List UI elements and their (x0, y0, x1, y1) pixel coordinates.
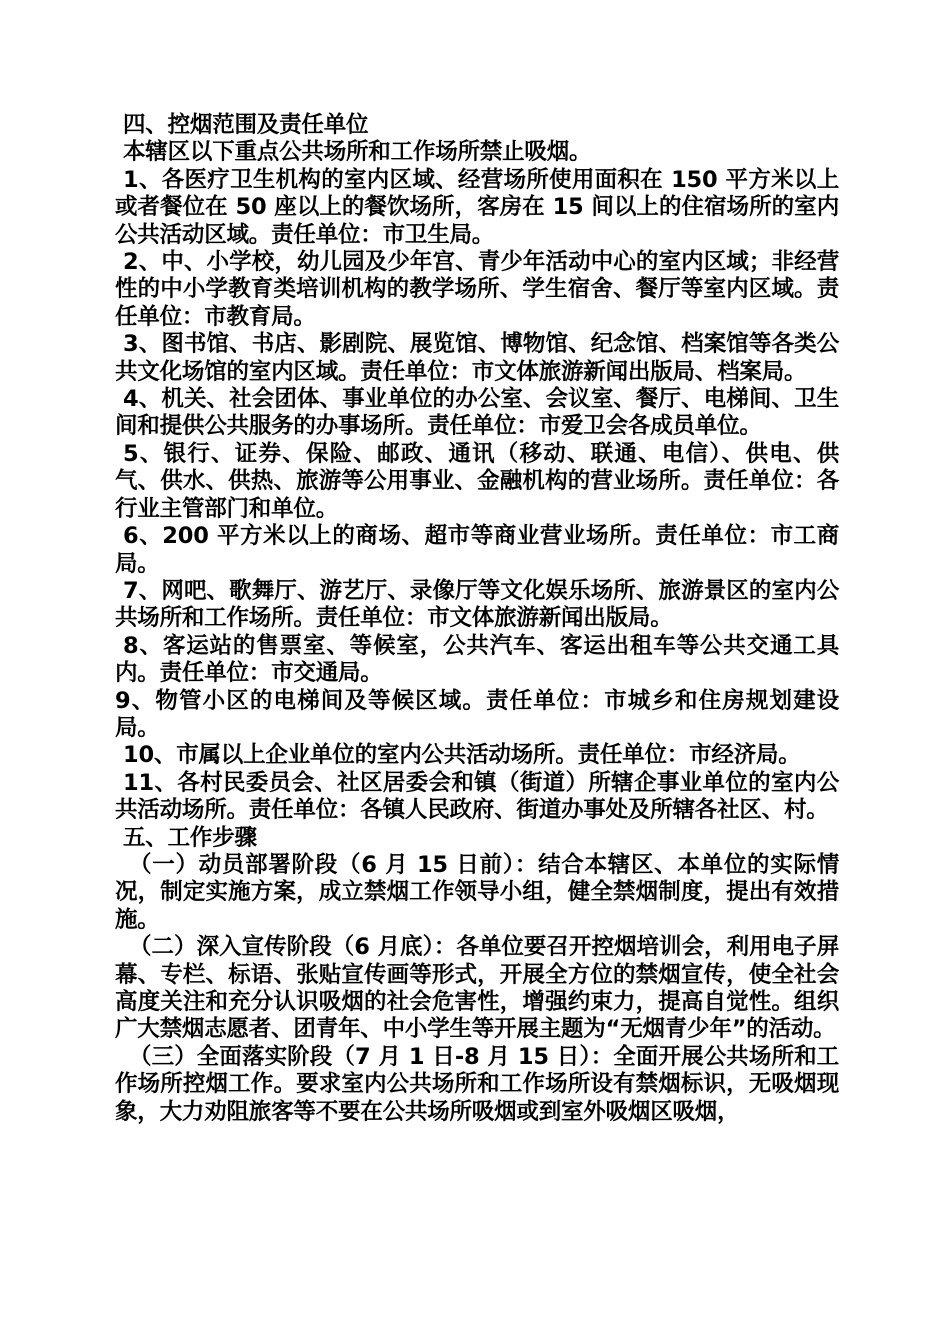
step-1: （一）动员部署阶段（6 月 15 日前）：结合本辖区、本单位的实际情况，制定实施方案，成立禁烟工作领导小组，健全禁烟制度，提出有效措施。 (115, 851, 839, 933)
item-6: 6、200 平方米以上的商场、超市等商业营业场所。责任单位：市工商局。 (115, 523, 839, 577)
item-7: 7、网吧、歌舞厅、游艺厅、录像厅等文化娱乐场所、旅游景区的室内公共场所和工作场所。责任单位：市文体旅游新闻出版局。 (115, 577, 839, 632)
step-2: （二）深入宣传阶段（6 月底）：各单位要召开控烟培训会，利用电子屏幕、专栏、标语、张贴宣传画等形式，开展全方位的禁烟宣传，使全社会高度关注和充分认识吸烟的社会危害性，增强约束力，提高自觉性。组织广大禁烟志愿者、团青年、中小学生等开展主题为“无烟青少年”的活动。 (115, 934, 839, 1043)
item-11: 11、各村民委员会、社区居委会和镇（街道）所辖企事业单位的室内公共活动场所。责任单位：各镇人民政府、街道办事处及所辖各社区、村。 (115, 769, 839, 824)
document-body (115, 112, 839, 1126)
item-10: 10、市属以上企业单位的室内公共活动场所。责任单位：市经济局。 (123, 742, 801, 769)
item-8: 8、客运站的售票室、等候室，公共汽车、客运出租车等公共交通工具内。责任单位：市交通局。 (115, 632, 839, 687)
item-2: 2、中、小学校，幼儿园及少年宫、青少年活动中心的室内区域；非经营性的中小学教育类培训机构的教学场所、学生宿舍、餐厅等室内区域。责任单位：市教育局。 (115, 249, 839, 330)
item-3: 3、图书馆、书店、影剧院、展览馆、博物馆、纪念馆、档案馆等各类公共文化场馆的室内区域。责任单位：市文体旅游新闻出版局、档案局。 (115, 331, 839, 385)
step-3: （三）全面落实阶段（7 月 1 日-8 月 15 日）：全面开展公共场所和工作场所控烟工作。要求室内公共场所和工作场所设有禁烟标识，无吸烟现象，大力劝阻旅客等不要在公共场所吸烟或到室外吸烟区吸烟， (115, 1043, 839, 1125)
section-heading-4: 四、控烟范围及责任单位 (123, 112, 369, 138)
section-heading-5: 五、工作步骤 (123, 824, 257, 851)
item-1: 1、各医疗卫生机构的室内区域、经营场所使用面积在 150 平方米以上或者餐位在 50 座以上的餐饮场所，客房在 15 间以上的住宿场所的室内公共活动区域。责任单位：市卫生局。 (115, 166, 839, 248)
item-9: 9、物管小区的电梯间及等候区域。责任单位：市城乡和住房规划建设局。 (115, 687, 839, 741)
intro-paragraph: 本辖区以下重点公共场所和工作场所禁止吸烟。 (123, 139, 592, 166)
item-5: 5、银行、证券、保险、邮政、通讯（移动、联通、电信）、供电、供气、供水、供热、旅游等公用事业、金融机构的营业场所。责任单位：各行业主管部门和单位。 (115, 440, 839, 522)
item-4: 4、机关、社会团体、事业单位的办公室、会议室、餐厅、电梯间、卫生间和提供公共服务的办事场所。责任单位：市爱卫会各成员单位。 (115, 386, 839, 440)
